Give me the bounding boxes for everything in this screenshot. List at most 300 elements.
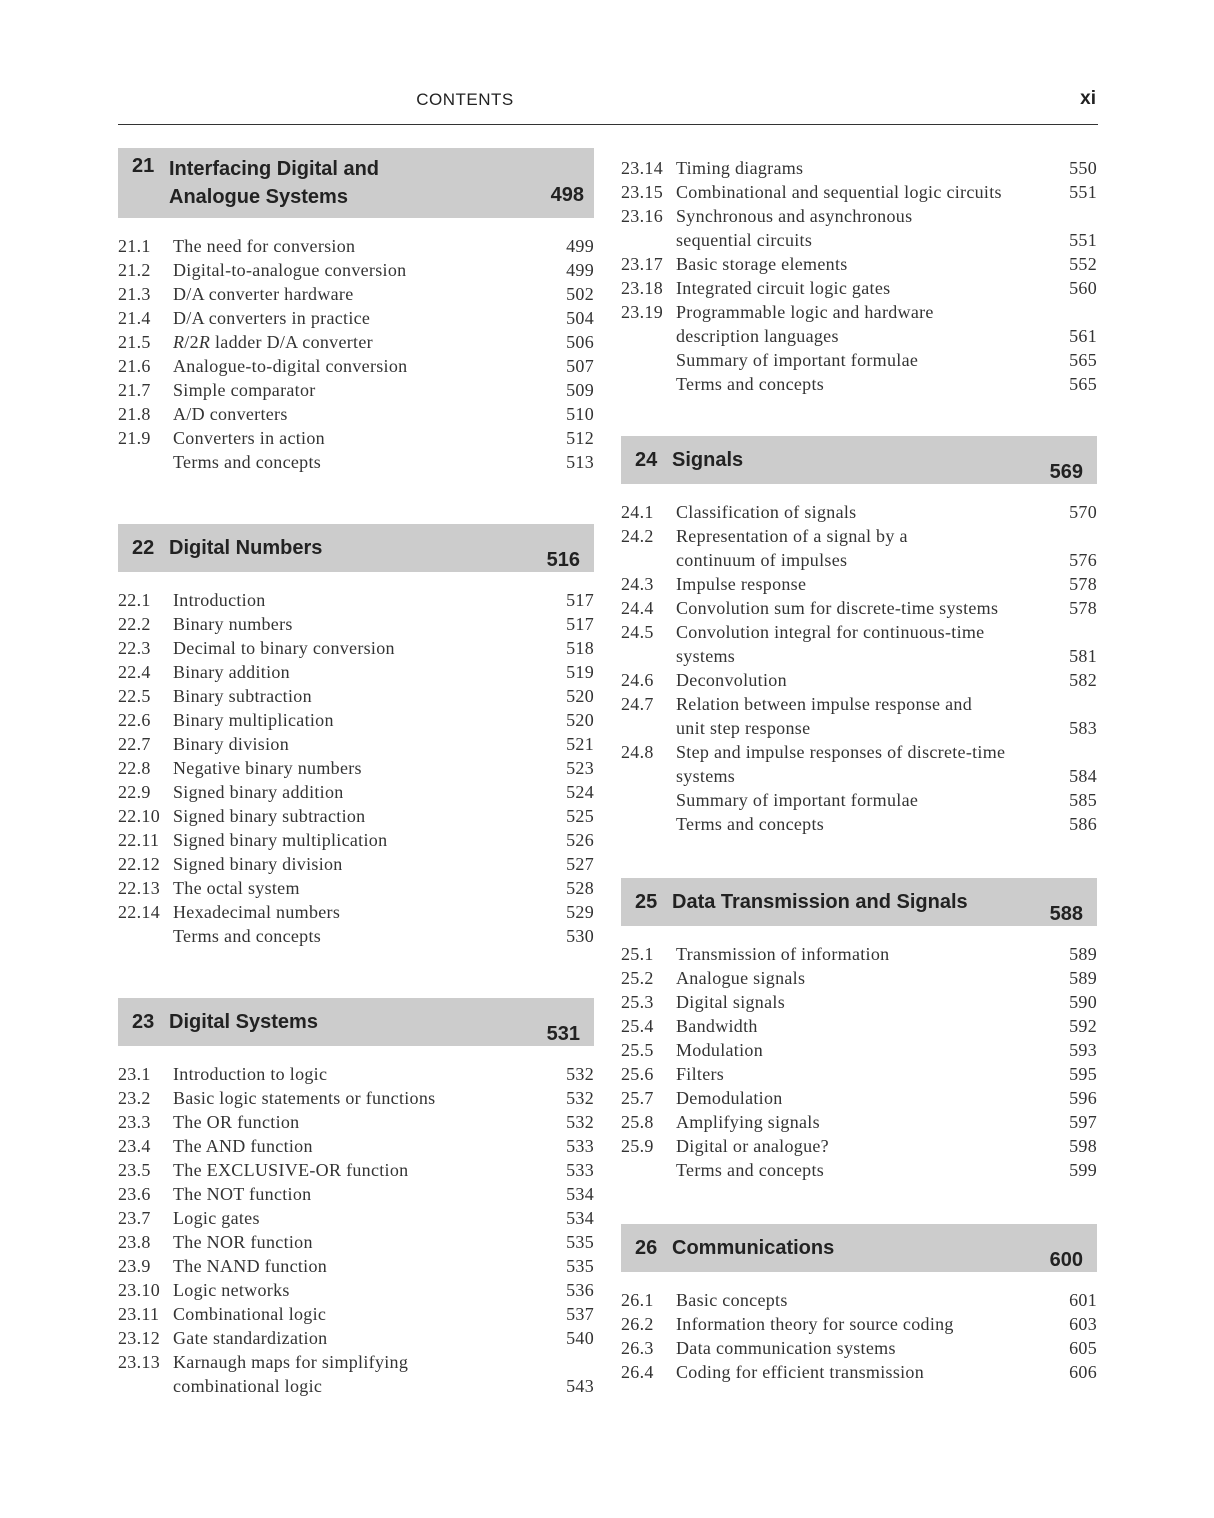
toc-entry <box>118 732 594 756</box>
entry-title: Relation between impulse response and <box>676 694 973 714</box>
toc-entry <box>118 756 594 780</box>
entry-number: 21.1 <box>118 236 151 256</box>
toc-entry <box>621 668 1097 692</box>
entry-number <box>621 548 676 572</box>
entry-title: Decimal to binary conversion <box>173 638 395 658</box>
entry-number: 23.11 <box>118 1304 160 1324</box>
entry-page: 570 <box>1069 502 1097 522</box>
entry-title: The AND function <box>173 1136 313 1156</box>
entry-page: 533 <box>566 1136 594 1156</box>
entry-number: 23.1 <box>118 1064 151 1084</box>
toc-entry <box>118 1110 594 1134</box>
entry-number: 24.3 <box>621 574 654 594</box>
entry-page: 565 <box>1069 350 1097 370</box>
entry-number: 23.5 <box>118 1160 151 1180</box>
entry-number: 22.9 <box>118 782 151 802</box>
entry-page: 596 <box>1069 1088 1097 1108</box>
entry-title: sequential circuits <box>676 230 813 250</box>
entry-number: 23.2 <box>118 1088 151 1108</box>
chapter-section <box>118 524 594 948</box>
entry-title: The NOR function <box>173 1232 313 1252</box>
toc-entry <box>118 588 594 612</box>
toc-entry <box>118 330 594 354</box>
chapter-title-line: Interfacing Digital and <box>169 158 380 180</box>
entry-title: Modulation <box>676 1040 763 1060</box>
entry-number: 24.5 <box>621 622 654 642</box>
entry-number: 25.6 <box>621 1064 654 1084</box>
entry-title: Representation of a signal by a <box>676 526 908 546</box>
entry-number: 25.8 <box>621 1112 654 1132</box>
entry-number: 26.3 <box>621 1338 654 1358</box>
chapter-page: 498 <box>550 184 584 206</box>
entry-title: Gate standardization <box>173 1328 328 1348</box>
entry-number <box>621 644 676 668</box>
entry-number <box>621 764 676 788</box>
toc-entry <box>118 1254 594 1278</box>
entry-page: 524 <box>566 782 594 802</box>
toc-entry <box>621 764 1097 788</box>
entry-number: 22.6 <box>118 710 151 730</box>
entry-title: Binary addition <box>173 662 290 682</box>
chapter-title-line: Communications <box>672 1237 835 1259</box>
entry-title: Signed binary subtraction <box>173 806 366 826</box>
toc-entry <box>621 228 1097 252</box>
entry-title: Impulse response <box>676 574 807 594</box>
entry-title: Signed binary multiplication <box>173 830 388 850</box>
toc-entry <box>118 1182 594 1206</box>
toc-entry <box>621 966 1097 990</box>
entry-title: Basic storage elements <box>676 254 848 274</box>
toc-entry <box>621 548 1097 572</box>
toc-entry <box>621 1312 1097 1336</box>
chapter-section <box>621 436 1097 836</box>
entry-number <box>118 450 173 474</box>
entry-title: Classification of signals <box>676 502 857 522</box>
entry-number: 23.4 <box>118 1136 151 1156</box>
entry-number: 25.2 <box>621 968 654 988</box>
entry-number: 22.5 <box>118 686 151 706</box>
toc-entry <box>621 620 1097 644</box>
entry-page <box>1067 692 1097 716</box>
toc-entry <box>118 612 594 636</box>
entry-number: 21.9 <box>118 428 151 448</box>
entry-number: 23.13 <box>118 1352 160 1372</box>
entry-number: 21.5 <box>118 332 151 352</box>
entry-page: 552 <box>1069 254 1097 274</box>
toc-entry <box>621 324 1097 348</box>
entry-page: 517 <box>566 614 594 634</box>
entry-number: 24.7 <box>621 694 654 714</box>
chapter-number: 24 <box>635 448 658 471</box>
toc-entry <box>118 282 594 306</box>
toc-entry <box>621 572 1097 596</box>
entry-number: 21.6 <box>118 356 151 376</box>
entry-page: 536 <box>566 1280 594 1300</box>
entry-title: Terms and concepts <box>676 814 825 834</box>
entry-title: Deconvolution <box>676 670 787 690</box>
entry-number <box>621 788 676 812</box>
entry-page: 532 <box>566 1112 594 1132</box>
toc-entry <box>118 450 594 474</box>
entry-list <box>621 156 1097 396</box>
entry-page: 510 <box>566 404 594 424</box>
chapter-section <box>621 878 1097 1182</box>
entry-page <box>1067 740 1097 764</box>
entry-page: 520 <box>566 710 594 730</box>
entry-title: Amplifying signals <box>676 1112 820 1132</box>
entry-number <box>621 372 676 396</box>
toc-entry <box>118 780 594 804</box>
entry-title: Logic networks <box>173 1280 290 1300</box>
entry-number: 24.1 <box>621 502 654 522</box>
toc-entry <box>118 426 594 450</box>
entry-page: 586 <box>1069 814 1097 834</box>
entry-number: 25.4 <box>621 1016 654 1036</box>
entry-title: Simple comparator <box>173 380 316 400</box>
entry-page: 605 <box>1069 1338 1097 1358</box>
entry-number: 22.7 <box>118 734 151 754</box>
entry-title: Binary division <box>173 734 289 754</box>
entry-number: 22.1 <box>118 590 151 610</box>
entry-list <box>118 234 594 474</box>
toc-entry <box>118 828 594 852</box>
entry-title: Converters in action <box>173 428 325 448</box>
toc-entry <box>621 1038 1097 1062</box>
entry-number: 23.8 <box>118 1232 151 1252</box>
toc-entry <box>621 180 1097 204</box>
entry-number <box>621 348 676 372</box>
entry-number: 23.17 <box>621 254 663 274</box>
entry-title: Karnaugh maps for simplifying <box>173 1352 409 1372</box>
entry-number: 23.10 <box>118 1280 160 1300</box>
entry-page: 534 <box>566 1184 594 1204</box>
entry-number <box>621 1158 676 1182</box>
entry-page: 540 <box>566 1328 594 1348</box>
entry-title: combinational logic <box>173 1376 323 1396</box>
entry-page: 529 <box>566 902 594 922</box>
entry-page: 597 <box>1069 1112 1097 1132</box>
entry-page: 576 <box>1069 550 1097 570</box>
entry-number: 21.7 <box>118 380 151 400</box>
entry-number: 25.7 <box>621 1088 654 1108</box>
entry-number: 23.14 <box>621 158 663 178</box>
chapter-page: 569 <box>1049 461 1083 483</box>
entry-title: Transmission of information <box>676 944 890 964</box>
entry-title: Negative binary numbers <box>173 758 362 778</box>
chapter-page: 600 <box>1049 1249 1083 1271</box>
entry-title: continuum of impulses <box>676 550 848 570</box>
toc-entry <box>621 788 1097 812</box>
entry-title: Combinational logic <box>173 1304 327 1324</box>
entry-page <box>1067 300 1097 324</box>
toc-entry <box>621 348 1097 372</box>
entry-page: 520 <box>566 686 594 706</box>
toc-entry <box>118 1206 594 1230</box>
entry-number: 22.8 <box>118 758 151 778</box>
toc-entry <box>621 276 1097 300</box>
toc-entry <box>621 1158 1097 1182</box>
toc-entry <box>621 1110 1097 1134</box>
entry-page: 504 <box>566 308 594 328</box>
entry-title: Binary multiplication <box>173 710 334 730</box>
entry-title: Logic gates <box>173 1208 260 1228</box>
toc-entry <box>118 660 594 684</box>
entry-title: Programmable logic and hardware <box>676 302 934 322</box>
entry-number: 22.14 <box>118 902 160 922</box>
chapter-heading <box>118 524 594 572</box>
entry-title: Combinational and sequential logic circuits <box>676 182 1002 202</box>
entry-title: Data communication systems <box>676 1338 896 1358</box>
entry-page: 533 <box>566 1160 594 1180</box>
toc-entry <box>118 804 594 828</box>
chapter-number: 25 <box>635 890 658 913</box>
toc-entry <box>621 372 1097 396</box>
entry-page: 526 <box>566 830 594 850</box>
entry-list <box>621 1288 1097 1384</box>
entry-number: 24.8 <box>621 742 654 762</box>
entry-title: Demodulation <box>676 1088 783 1108</box>
header-rule <box>118 124 1098 125</box>
entry-page: 537 <box>566 1304 594 1324</box>
entry-page: 532 <box>566 1064 594 1084</box>
chapter-section <box>118 148 594 474</box>
toc-entry <box>118 1326 594 1350</box>
chapter-section <box>118 998 594 1398</box>
chapter-page: 588 <box>1049 903 1083 925</box>
entry-title: Digital or analogue? <box>676 1136 829 1156</box>
entry-page: 528 <box>566 878 594 898</box>
toc-entry <box>621 692 1097 716</box>
chapter-number: 21 <box>132 155 155 177</box>
entry-title: Bandwidth <box>676 1016 758 1036</box>
entry-page: 509 <box>566 380 594 400</box>
entry-number: 26.4 <box>621 1362 654 1382</box>
entry-title: Analogue-to-digital conversion <box>173 356 408 376</box>
toc-entry <box>118 1278 594 1302</box>
entry-page: 517 <box>566 590 594 610</box>
entry-title: Hexadecimal numbers <box>173 902 341 922</box>
entry-page: 578 <box>1069 574 1097 594</box>
entry-number: 25.5 <box>621 1040 654 1060</box>
entry-title: Integrated circuit logic gates <box>676 278 891 298</box>
entry-title: Digital-to-analogue conversion <box>173 260 407 280</box>
entry-page: 599 <box>1069 1160 1097 1180</box>
entry-page: 506 <box>566 332 594 352</box>
entry-page <box>564 1350 594 1374</box>
entry-title: Filters <box>676 1064 725 1084</box>
toc-entry <box>621 644 1097 668</box>
entry-page: 535 <box>566 1256 594 1276</box>
entry-page: 499 <box>566 236 594 256</box>
chapter-page: 516 <box>546 549 580 571</box>
entry-page: 543 <box>566 1376 594 1396</box>
entry-page: 502 <box>566 284 594 304</box>
chapter-heading <box>118 148 594 218</box>
left-column <box>118 148 594 1398</box>
entry-page: 521 <box>566 734 594 754</box>
chapter-number: 26 <box>635 1236 658 1259</box>
entry-number: 23.16 <box>621 206 663 226</box>
entry-number: 23.3 <box>118 1112 151 1132</box>
entry-page: 593 <box>1069 1040 1097 1060</box>
toc-entry <box>118 1086 594 1110</box>
toc-entry <box>118 378 594 402</box>
toc-entry <box>621 716 1097 740</box>
entry-number <box>621 324 676 348</box>
toc-entry <box>118 1062 594 1086</box>
entry-number: 22.4 <box>118 662 151 682</box>
toc-entry <box>621 1288 1097 1312</box>
chapter-page: 531 <box>546 1023 580 1045</box>
entry-title: Binary numbers <box>173 614 293 634</box>
entry-title: Digital signals <box>676 992 785 1012</box>
entry-number: 23.7 <box>118 1208 151 1228</box>
entry-list <box>621 500 1097 836</box>
entry-title: The need for conversion <box>173 236 356 256</box>
entry-page <box>1067 204 1097 228</box>
toc-entry <box>118 354 594 378</box>
entry-title: The EXCLUSIVE-OR function <box>173 1160 409 1180</box>
entry-title: Step and impulse responses of discrete-time <box>676 742 1006 762</box>
entry-title: Synchronous and asynchronous <box>676 206 913 226</box>
entry-page: 565 <box>1069 374 1097 394</box>
chapter-number: 22 <box>132 536 155 559</box>
toc-entry <box>118 1302 594 1326</box>
toc-entry <box>621 300 1097 324</box>
toc-entry <box>621 156 1097 180</box>
chapter-section <box>621 1224 1097 1384</box>
entry-title: Terms and concepts <box>173 926 322 946</box>
chapter-title-line: Digital Numbers <box>169 537 323 559</box>
entry-page: 530 <box>566 926 594 946</box>
toc-entry <box>621 500 1097 524</box>
toc-entry <box>621 1360 1097 1384</box>
toc-entry <box>118 234 594 258</box>
entry-title: systems <box>676 646 736 666</box>
entry-title: systems <box>676 766 736 786</box>
entry-title: Signed binary division <box>173 854 343 874</box>
entry-title: Coding for efficient transmission <box>676 1362 925 1382</box>
chapter-title-line: Signals <box>672 449 744 471</box>
entry-page: 598 <box>1069 1136 1097 1156</box>
entry-page: 523 <box>566 758 594 778</box>
entry-title: Convolution integral for continuous-time <box>676 622 985 642</box>
chapter-title <box>672 1234 1050 1262</box>
entry-number <box>621 716 676 740</box>
entry-title: Terms and concepts <box>676 1160 825 1180</box>
entry-page <box>1067 620 1097 644</box>
entry-list <box>621 942 1097 1182</box>
toc-entry <box>118 708 594 732</box>
entry-number: 22.10 <box>118 806 160 826</box>
entry-title: Summary of important formulae <box>676 350 919 370</box>
toc-entry <box>118 876 594 900</box>
entry-page: 513 <box>566 452 594 472</box>
toc-entry <box>621 1336 1097 1360</box>
entry-number: 22.3 <box>118 638 151 658</box>
entry-page: 582 <box>1069 670 1097 690</box>
toc-entry <box>621 596 1097 620</box>
entry-page: 535 <box>566 1232 594 1252</box>
entry-number: 22.13 <box>118 878 160 898</box>
entry-page: 606 <box>1069 1362 1097 1382</box>
entry-title: Terms and concepts <box>676 374 825 394</box>
chapter-heading <box>118 998 594 1046</box>
chapter-heading <box>621 436 1097 484</box>
entry-page: 519 <box>566 662 594 682</box>
entry-page: 560 <box>1069 278 1097 298</box>
entry-number: 22.12 <box>118 854 160 874</box>
entry-number: 25.1 <box>621 944 654 964</box>
entry-number: 23.15 <box>621 182 663 202</box>
toc-entry <box>118 636 594 660</box>
toc-entry <box>621 1134 1097 1158</box>
entry-number: 26.2 <box>621 1314 654 1334</box>
entry-title: Basic logic statements or functions <box>173 1088 436 1108</box>
entry-page: 595 <box>1069 1064 1097 1084</box>
right-column <box>621 148 1097 1384</box>
entry-number: 23.9 <box>118 1256 151 1276</box>
toc-entry <box>118 900 594 924</box>
entry-page: 584 <box>1069 766 1097 786</box>
entry-number: 21.3 <box>118 284 151 304</box>
entry-number: 21.8 <box>118 404 151 424</box>
entry-list <box>118 1062 594 1398</box>
toc-entry <box>118 852 594 876</box>
entry-title: description languages <box>676 326 839 346</box>
chapter-title <box>672 446 1050 474</box>
toc-entry <box>621 1014 1097 1038</box>
entry-title: Signed binary addition <box>173 782 344 802</box>
entry-page: 589 <box>1069 968 1097 988</box>
entry-page: 592 <box>1069 1016 1097 1036</box>
toc-entry <box>621 990 1097 1014</box>
entry-number <box>621 812 676 836</box>
entry-page: 512 <box>566 428 594 448</box>
entry-page: 578 <box>1069 598 1097 618</box>
chapter-title <box>169 155 580 211</box>
entry-page: 527 <box>566 854 594 874</box>
entry-number: 22.2 <box>118 614 151 634</box>
entry-title: unit step response <box>676 718 811 738</box>
chapter-title-line: Data Transmission and Signals <box>672 891 968 913</box>
entry-title: Summary of important formulae <box>676 790 919 810</box>
entry-title: Terms and concepts <box>173 452 322 472</box>
entry-page: 585 <box>1069 790 1097 810</box>
toc-entry <box>621 812 1097 836</box>
entry-number <box>118 924 173 948</box>
entry-title: D/A converters in practice <box>173 308 371 328</box>
toc-entry <box>621 1086 1097 1110</box>
toc-entry <box>118 402 594 426</box>
entry-page: 532 <box>566 1088 594 1108</box>
entry-number: 23.18 <box>621 278 663 298</box>
entry-number: 24.2 <box>621 526 654 546</box>
entry-page: 590 <box>1069 992 1097 1012</box>
entry-list <box>118 588 594 948</box>
running-title: CONTENTS <box>416 90 514 109</box>
chapter-title <box>672 888 1050 916</box>
entry-title: Introduction <box>173 590 266 610</box>
chapter-number: 23 <box>132 1010 155 1033</box>
entry-number: 23.12 <box>118 1328 160 1348</box>
toc-entry <box>118 1230 594 1254</box>
entry-page: 525 <box>566 806 594 826</box>
entry-number: 23.19 <box>621 302 663 322</box>
entry-number: 24.4 <box>621 598 654 618</box>
entry-page: 534 <box>566 1208 594 1228</box>
page-number: xi <box>1080 88 1096 109</box>
